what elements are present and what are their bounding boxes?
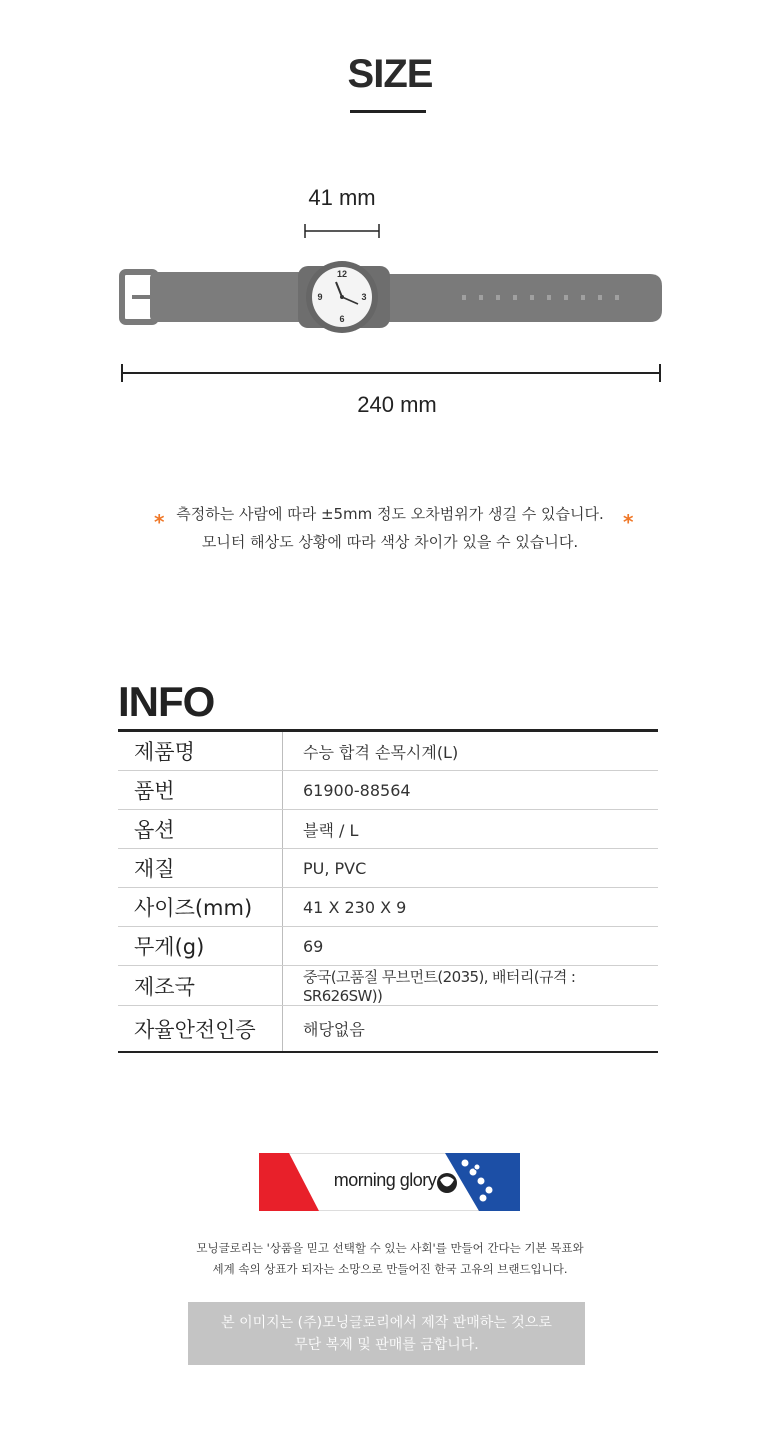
table-row — [118, 849, 658, 888]
table-row — [118, 966, 658, 1006]
table-row — [118, 810, 658, 849]
case-width-label: 41 mm — [308, 185, 376, 210]
row-label: 재질 — [118, 849, 283, 888]
row-value: 수능 합격 손목시계(L) — [283, 731, 659, 771]
row-value: PU, PVC — [283, 849, 659, 888]
table-row — [118, 771, 658, 810]
notice-line-1: 본 이미지는 (주)모닝글로리에서 제작 판매하는 것으로 — [221, 1315, 552, 1331]
row-value: 41 X 230 X 9 — [283, 888, 659, 927]
note-line-1: 측정하는 사람에 따라 ±5mm 정도 오차범위가 생길 수 있습니다. — [176, 505, 604, 523]
case-width-dimension-line — [300, 222, 384, 240]
row-label: 자율안전인증 — [118, 1006, 283, 1053]
title-underline — [350, 110, 426, 113]
svg-text:9: 9 — [317, 292, 323, 302]
note-star-right: * — [623, 510, 634, 534]
svg-text:6: 6 — [339, 314, 345, 324]
row-label: 무게(g) — [118, 927, 283, 966]
notice-line-2: 무단 복제 및 판매를 금합니다. — [294, 1337, 479, 1353]
note-star-left: * — [154, 510, 165, 534]
info-table — [118, 729, 658, 1053]
logo-text: morning glory — [333, 1170, 437, 1190]
table-row — [118, 1006, 658, 1053]
row-value: 61900-88564 — [283, 771, 659, 810]
row-label: 품번 — [118, 771, 283, 810]
brand-desc-line-2: 세계 속의 상표가 되자는 소망으로 만들어진 한국 고유의 브랜드입니다. — [212, 1262, 568, 1276]
brand-description — [0, 1238, 780, 1280]
measurement-note — [0, 500, 780, 556]
row-label: 제품명 — [118, 731, 283, 771]
row-value: 69 — [283, 927, 659, 966]
svg-text:3: 3 — [361, 292, 367, 302]
info-title: INFO — [118, 678, 215, 725]
row-value: 해당없음 — [303, 1020, 365, 1039]
row-label: 옵션 — [118, 810, 283, 849]
note-line-2: 모니터 해상도 상황에 따라 색상 차이가 있을 수 있습니다. — [201, 533, 579, 551]
brand-desc-line-1: 모닝글로리는 '상품을 믿고 선택할 수 있는 사회'를 만들어 간다는 기본 목표와 — [196, 1241, 584, 1255]
total-length-dimension-line — [116, 362, 666, 384]
row-label: 제조국 — [118, 966, 283, 1006]
table-row — [118, 731, 658, 771]
table-row — [118, 888, 658, 927]
total-length-label: 240 mm — [357, 392, 437, 417]
copyright-notice — [188, 1312, 585, 1356]
row-value: 블랙 / L — [283, 810, 659, 849]
svg-text:12: 12 — [336, 269, 348, 279]
row-value: 중국(고품질 무브먼트(2035), 배터리(규격 : SR626SW)) — [283, 966, 659, 1006]
row-label: 사이즈(mm) — [118, 888, 283, 927]
watch-image — [110, 240, 670, 350]
table-row — [118, 927, 658, 966]
size-title: SIZE — [347, 52, 433, 96]
